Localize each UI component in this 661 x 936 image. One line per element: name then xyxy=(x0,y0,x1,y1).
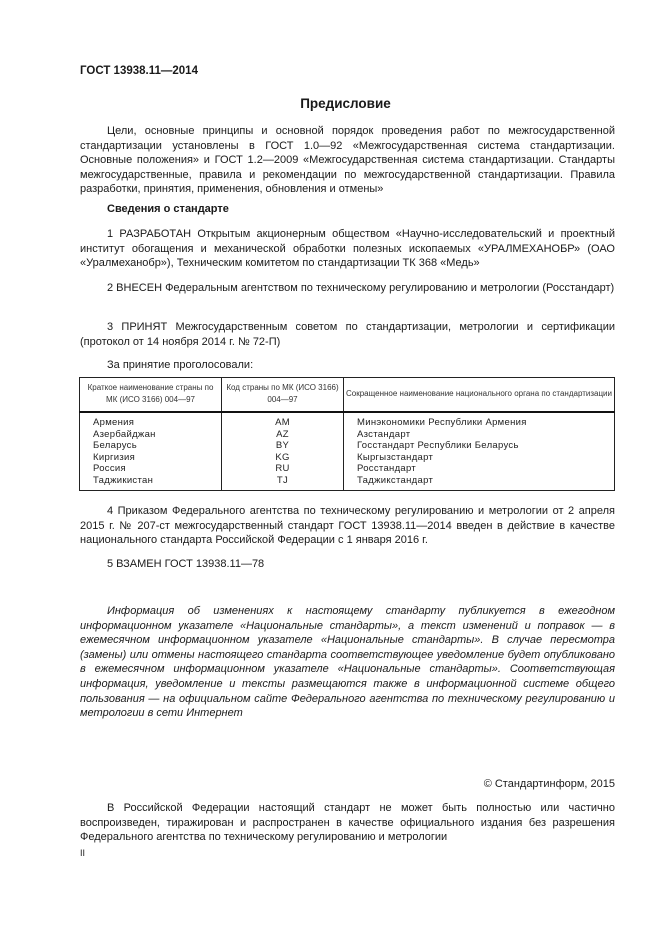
table-cell-code: TJ xyxy=(276,474,289,486)
table-cell-body: Госстандарт Республики Беларусь xyxy=(357,440,519,452)
copyright: © Стандартинформ, 2015 xyxy=(483,778,615,790)
table-cell-country: Киргизия xyxy=(93,451,136,463)
header-country: Краткое наименование страны по МК (ИСО 3166) 004—97 xyxy=(80,378,222,413)
item-adopted: 3 ПРИНЯТ Межгосударственным советом по стандартизации, метрологии и сертификации (протокол от 14 ноября 2014 г. № 72-П) xyxy=(80,321,615,348)
item-replaces: 5 ВЗАМЕН ГОСТ 13938.11—78 xyxy=(107,558,265,570)
table-cell-code: AZ xyxy=(276,428,289,440)
page-title: Предисловие xyxy=(300,96,391,111)
country-column xyxy=(80,412,222,490)
header-body: Сокращенное наименование национального органа по стандартизации xyxy=(344,378,615,413)
table-cell-code: AM xyxy=(275,417,290,428)
table-cell-country: Россия xyxy=(93,463,126,475)
table-cell-code: BY xyxy=(275,440,290,452)
table-cell-country: Беларусь xyxy=(93,440,137,452)
table-cell-code: RU xyxy=(275,463,290,475)
header-code: Код страны по МК (ИСО 3166) 004—97 xyxy=(222,378,344,413)
page-number: II xyxy=(80,848,86,858)
body-column xyxy=(344,412,615,490)
vote-intro: За принятие проголосовали: xyxy=(107,359,254,371)
table-cell-body: Кыргызстандарт xyxy=(357,451,434,463)
table-header-row xyxy=(80,378,615,413)
table-cell-body: Росстандарт xyxy=(357,463,417,475)
section-heading: Сведения о стандарте xyxy=(107,203,229,215)
table-cell-country: Азербайджан xyxy=(93,428,156,440)
item-enacted: 4 Приказом Федерального агентства по техническому регулированию и метрологии от 2 апреля 2015 г. № 207-ст межгосударственный стандарт ГОСТ 13938.11—2014 введен в действие в качестве национального стандарта Российской Федерации с 1 января 2016 г. xyxy=(80,505,615,547)
table-cell-body: Таджикстандарт xyxy=(357,474,434,486)
item-introduced: 2 ВНЕСЕН Федеральным агентством по техническому регулированию и метрологии (Росстандарт) xyxy=(107,282,615,294)
table-cell-body: Минэкономики Республики Армения xyxy=(357,417,527,428)
table-cell-country: Армения xyxy=(93,417,135,428)
info-notice: Информация об изменениях к настоящему стандарту публикуется в ежегодном информационном указателе «Национальные стандарты», а текст изменений и поправок — в ежемесячном информационном указателе «Национальные стандарты». В случае пересмотра (замены) или отмены настоящего стандарта соответствующее уведомление будет опубликовано в ежемесячном информационном указателе «Национальные стандарты». Соответствующая информация, уведомление и тексты размещаются также в информационной системе общего пользования — на официальном сайте Федерального агентства по техническому регулированию и метрологии в сети Интернет xyxy=(80,605,615,720)
item-developed: 1 РАЗРАБОТАН Открытым акционерным обществом «Научно-исследовательский и проектный институт обогащения и механической обработки полезных ископаемых «УРАЛМЕХАНОБР» (ОАО «Уралмеханобр»), Техническим комитетом по стандартизации ТК 368 «Медь» xyxy=(80,228,615,270)
document-code: ГОСТ 13938.11—2014 xyxy=(80,65,198,77)
table-cell-country: Таджикистан xyxy=(93,474,154,486)
table-body-row xyxy=(80,412,615,490)
intro-paragraph xyxy=(80,124,615,197)
reproduction-notice: В Российской Федерации настоящий стандарт не может быть полностью или частично воспроизведен, тиражирован и распространен в качестве официального издания без разрешения Федерального агентства по техническому регулированию и метрологии xyxy=(80,802,615,844)
table-cell-body: Азстандарт xyxy=(357,428,411,440)
table-cell-code: KG xyxy=(275,451,290,463)
intro-text: Цели, основные принципы и основной порядок проведения работ по межгосударственной стандартизации установлены в ГОСТ 1.0—92 «Межгосударственная система стандартизации. Основные положения» и ГОСТ 1.2—2009 «Межгосударственная система стандартизации. Стандарты межгосударственные, правила и рекомендации по межгосударственной стандартизации. Правила разработки, принятия, применения, обновления и отмены» xyxy=(80,125,615,196)
votes-table xyxy=(79,377,615,491)
code-column xyxy=(222,412,344,490)
